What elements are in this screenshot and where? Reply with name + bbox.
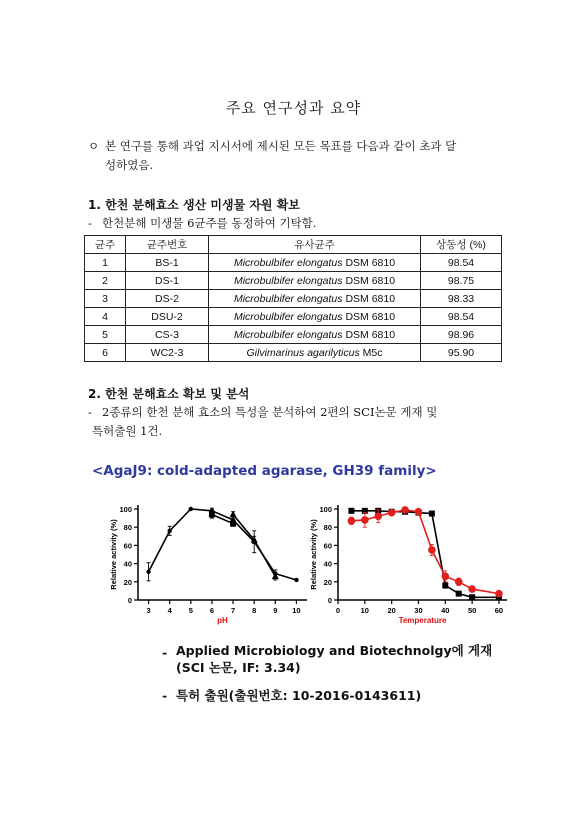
strain-table [84,235,502,362]
cell-species [209,272,421,290]
y-axis-label: Relative activity (%) [309,519,318,590]
cell-no: 1 [85,254,126,272]
cell-no: 4 [85,308,126,326]
section-2-title: 한천 분해효소 확보 및 분석 [105,387,250,401]
x-tick-label: 3 [146,606,151,615]
table-row [85,290,502,308]
cell-identity: 98.54 [421,254,502,272]
data-point [230,511,237,518]
species-suffix: DSM 6810 [345,256,396,269]
x-tick-label: 10 [292,606,301,615]
data-point [167,529,171,533]
table-row [85,254,502,272]
cell-id: WC2-3 [126,344,209,362]
y-tick-label: 40 [323,559,332,569]
species-name: Microbulbifer elongatus [233,292,343,305]
table-row [85,326,502,344]
y-tick-label: 40 [123,559,132,569]
data-point [495,590,503,598]
x-tick-label: 20 [387,606,396,615]
section-2-dash: - [88,405,92,419]
data-point [348,508,354,514]
ph-activity-chart [100,497,315,625]
cell-no: 5 [85,326,126,344]
figure-title: <AgaJ9: cold-adapted agarase, GH39 family> [92,463,437,479]
cell-species [209,290,421,308]
species-name: Microbulbifer elongatus [233,310,343,323]
data-point [294,578,298,582]
pub-1-dash: - [162,645,168,660]
y-tick-label: 0 [127,596,132,605]
section-2-number: 2. [88,387,101,401]
data-point [455,578,463,586]
y-tick-label: 100 [119,505,132,514]
pub-1-line-2: (SCI 논문, IF: 3.34) [176,660,301,675]
y-tick-label: 0 [327,596,332,605]
table-header-row [85,236,502,254]
temperature-activity-chart [300,497,515,625]
species-suffix: DSM 6810 [345,310,396,323]
intro-bullet: ㅇ [88,139,100,153]
section-1-text: 한천분해 미생물 6균주를 동정하여 기탁함. [102,216,317,230]
x-axis-label: pH [217,616,228,625]
cell-id: CS-3 [126,326,209,344]
data-point [209,511,215,517]
x-tick-label: 7 [230,606,236,615]
data-point [361,516,369,524]
y-tick-label: 20 [123,577,132,587]
data-point [189,507,193,511]
cell-no: 2 [85,272,126,290]
y-tick-label: 80 [123,523,132,533]
x-tick-label: 30 [414,606,423,615]
y-tick-label: 80 [323,523,332,533]
table-row [85,344,502,362]
x-tick-label: 10 [360,606,369,615]
cell-identity: 98.75 [421,272,502,290]
cell-id: DS-2 [126,290,209,308]
cell-no: 6 [85,344,126,362]
table-row [85,308,502,326]
data-point [468,585,476,593]
x-tick-label: 5 [188,606,193,615]
cell-identity: 98.54 [421,308,502,326]
table-header-similar-strain: 유사균주 [209,236,421,254]
cell-no: 3 [85,290,126,308]
cell-species [209,308,421,326]
section-2-line-2: 특허출원 1건. [92,424,163,438]
data-point [348,517,356,525]
x-tick-label: 50 [467,606,477,615]
x-tick-label: 60 [494,606,504,615]
x-tick-label: 8 [252,606,257,615]
section-1-title: 한천 분해효소 생산 미생물 자원 확보 [105,198,300,212]
cell-id: DS-1 [126,272,209,290]
data-point [442,573,450,581]
data-point [388,509,396,517]
data-point [146,570,150,574]
x-tick-label: 40 [441,606,450,615]
x-tick-label: 4 [167,606,172,615]
cell-identity: 98.33 [421,290,502,308]
cell-species [209,254,421,272]
table-row [85,272,502,290]
species-name: Microbulbifer elongatus [233,256,343,269]
cell-species [209,344,421,362]
data-point [429,511,435,517]
section-1-number: 1. [88,198,101,212]
data-point [456,591,462,597]
section-2-heading [88,385,249,402]
page-title: 주요 연구성과 요약 [225,99,362,117]
species-suffix: DSM 6810 [345,292,396,305]
table-header-identity: 상동성 (%) [421,236,502,254]
data-point [374,512,382,520]
x-tick-label: 0 [335,606,341,615]
y-tick-label: 60 [323,541,332,551]
species-suffix: DSM 6810 [345,274,396,287]
section-2-line-1: 2종류의 한천 분해 효소의 특성을 분석하여 2편의 SCI논문 게재 및 [102,405,438,419]
cell-species [209,326,421,344]
x-tick-label: 6 [209,606,215,615]
y-tick-label: 60 [123,541,132,551]
pub-2-dash: - [162,688,168,703]
data-point [469,594,475,600]
series-line [351,511,499,597]
section-1-heading [88,196,300,213]
cell-identity: 95.90 [421,344,502,362]
table-header-strain: 균주 [85,236,126,254]
series-line [351,510,499,594]
species-name: Microbulbifer elongatus [233,328,343,341]
y-tick-label: 100 [319,505,332,514]
data-point [415,508,423,516]
data-point [401,506,409,514]
pub-1-line-1: Applied Microbiology and Biotechnolgy에 게재 [176,643,493,658]
species-name: Gilvimarinus agarilyticus [246,346,360,359]
data-point [428,546,436,554]
pub-2-line-1: 특허 출원(출원번호: 10-2016-0143611) [176,688,422,703]
x-tick-label: 9 [273,606,278,615]
intro-line-2: 성하였음. [105,158,154,172]
table-header-strain-id: 균주번호 [126,236,209,254]
cell-identity: 98.96 [421,326,502,344]
species-suffix: DSM 6810 [345,328,396,341]
species-name: Microbulbifer elongatus [233,274,343,287]
species-suffix: M5c [362,346,383,359]
section-1-dash: - [88,216,92,230]
cell-id: BS-1 [126,254,209,272]
data-point [230,521,236,527]
x-axis-label: Temperature [398,616,447,625]
intro-line-1: 본 연구를 통해 과업 지시서에 제시된 모든 목표를 다음과 같이 초과 달 [105,139,457,153]
y-axis-label: Relative activity (%) [109,519,118,590]
y-tick-label: 20 [323,577,332,587]
data-point [442,582,448,588]
cell-id: DSU-2 [126,308,209,326]
